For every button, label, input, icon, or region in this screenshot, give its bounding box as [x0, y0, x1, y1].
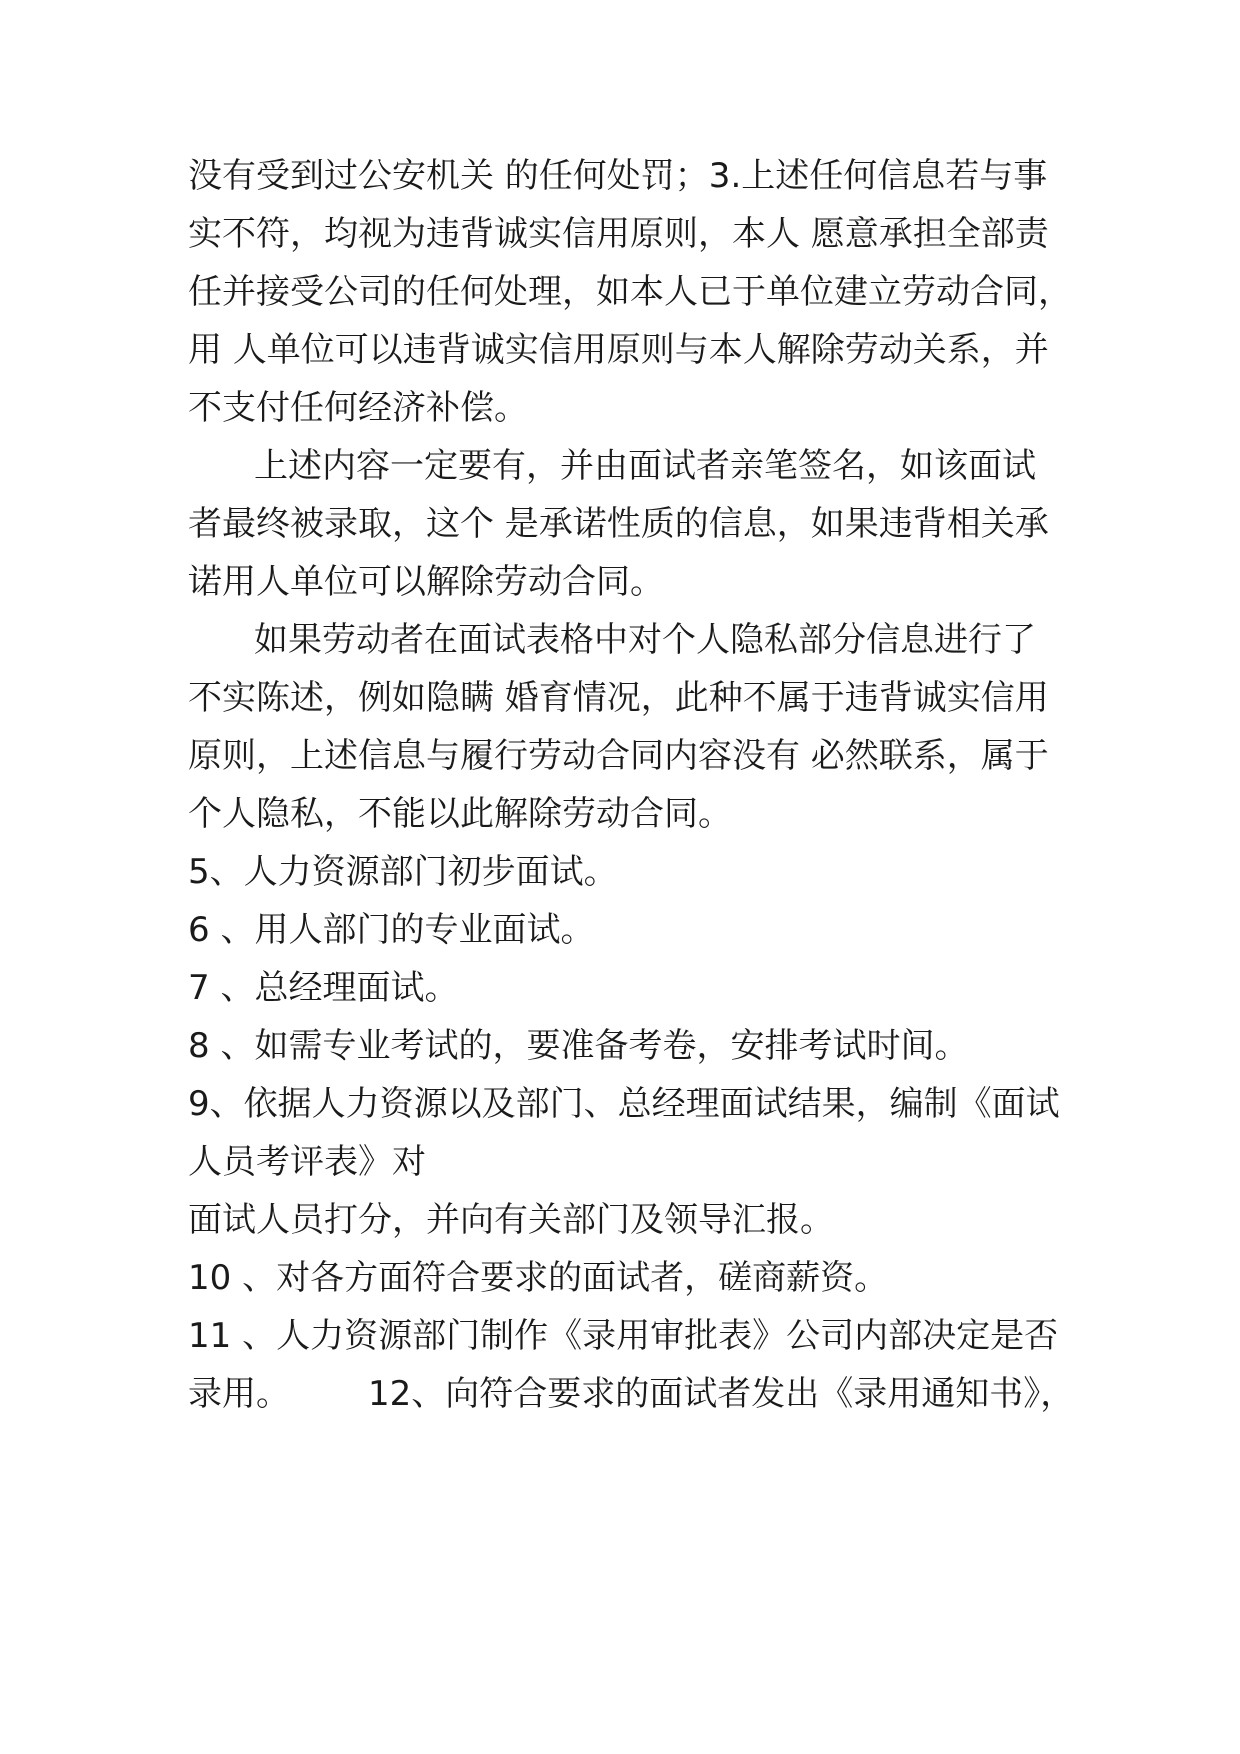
- text-line: 5、人力资源部门初步面试。: [188, 852, 618, 892]
- text-line: 原则，上述信息与履行劳动合同内容没有 必然联系，属于: [188, 736, 1049, 776]
- text-line: 用 人单位可以违背诚实信用原则与本人解除劳动关系，并: [188, 330, 1049, 370]
- text-line: 个人隐私，不能以此解除劳动合同。: [188, 794, 732, 834]
- text-line: 8 、如需专业考试的，要准备考卷，安排考试时间。: [188, 1026, 969, 1066]
- text-line: 没有受到过公安机关 的任何处罚；3.上述任何信息若与事: [188, 156, 1048, 196]
- text-line: 实不符，均视为违背诚实信用原则，本人 愿意承担全部责: [188, 214, 1049, 254]
- text-line: 诺用人单位可以解除劳动合同。: [188, 562, 664, 602]
- text-line: 录用。: [188, 1374, 290, 1414]
- text-line: 人员考评表》对: [188, 1142, 426, 1182]
- text-line: 不支付任何经济补偿。: [188, 388, 528, 428]
- text-line: 10 、对各方面符合要求的面试者，磋商薪资。: [188, 1258, 889, 1298]
- text-line: 不实陈述，例如隐瞒 婚育情况，此种不属于违背诚实信用: [188, 678, 1049, 718]
- text-line: 6 、用人部门的专业面试。: [188, 910, 595, 950]
- text-line: 者最终被录取，这个 是承诺性质的信息，如果违背相关承: [188, 504, 1049, 544]
- text-line: 任并接受公司的任何处理，如本人已于单位建立劳动合同，: [188, 272, 1072, 312]
- text-line: 9、依据人力资源以及部门、总经理面试结果，编制《面试: [188, 1084, 1060, 1124]
- text-line: 12、向符合要求的面试者发出《录用通知书》，: [368, 1374, 1075, 1414]
- text-line: 如果劳动者在面试表格中对个人隐私部分信息进行了: [254, 620, 1036, 660]
- text-line: 上述内容一定要有，并由面试者亲笔签名，如该面试: [254, 446, 1036, 486]
- text-line: 7 、总经理面试。: [188, 968, 459, 1008]
- text-line: 11 、人力资源部门制作《录用审批表》公司内部决定是否: [188, 1316, 1059, 1356]
- text-line: 面试人员打分，并向有关部门及领导汇报。: [188, 1200, 834, 1240]
